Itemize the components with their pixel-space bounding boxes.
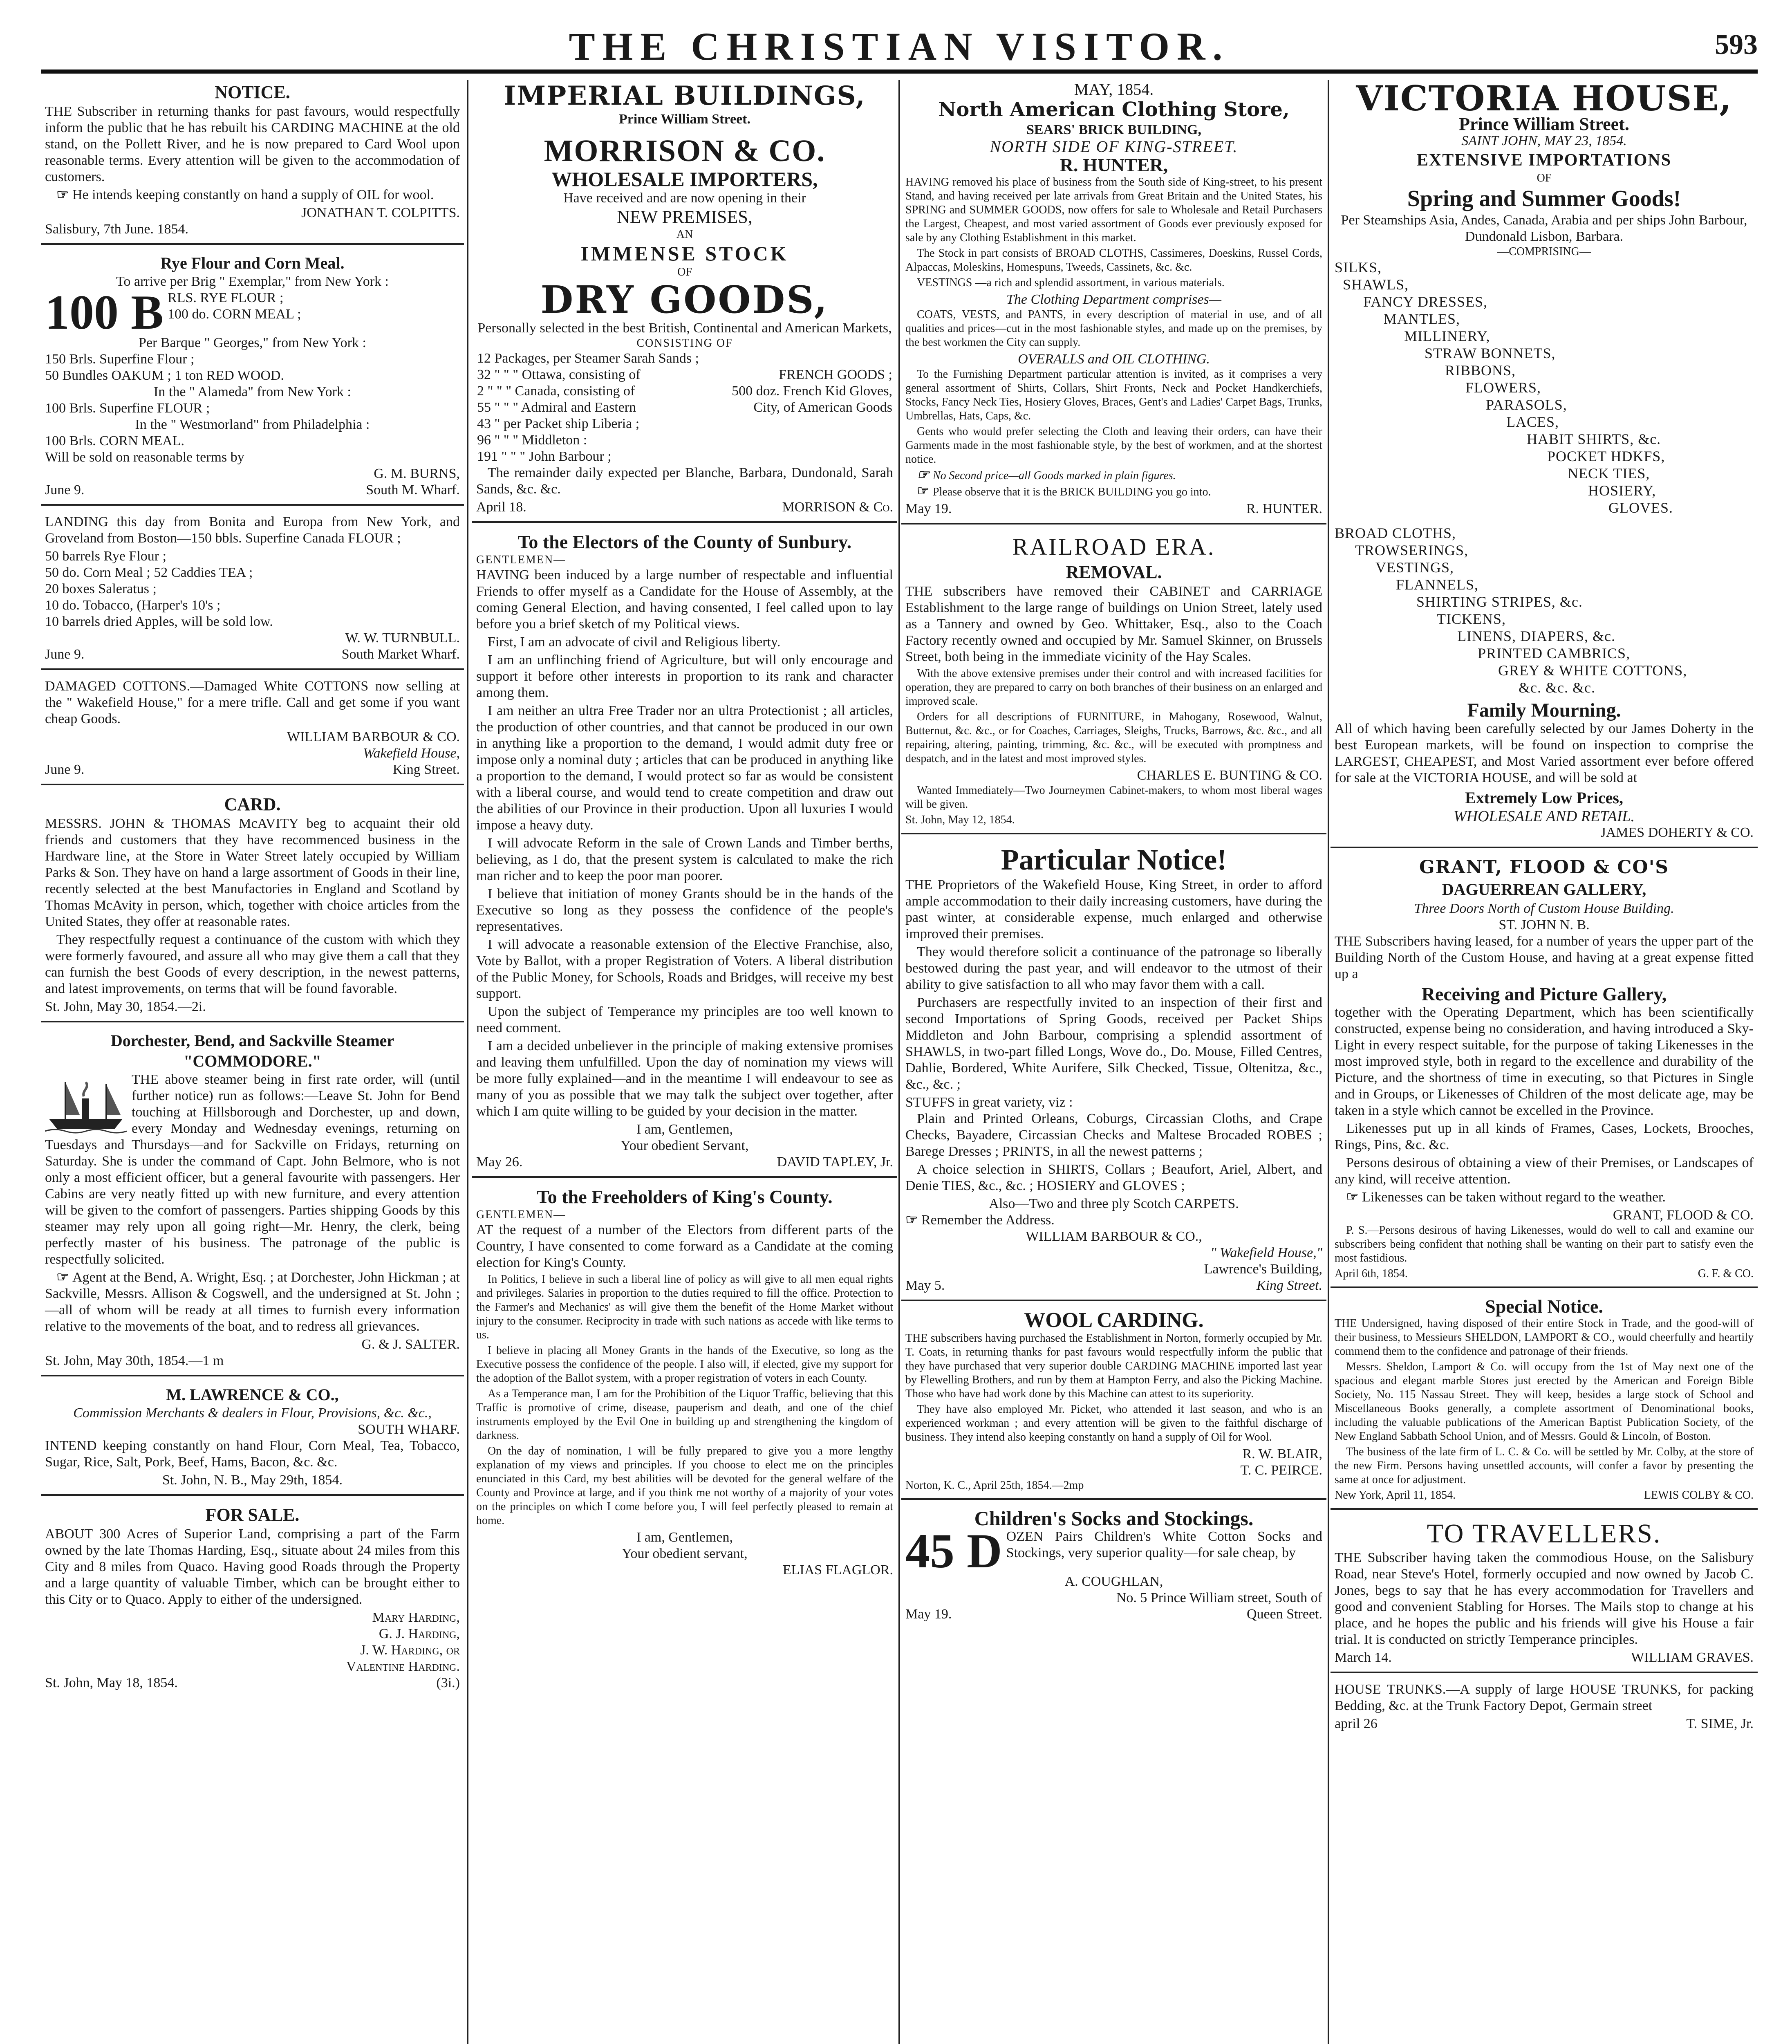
ad-closing: I am, Gentlemen,	[636, 1530, 733, 1545]
ad-body: THE Proprietors of the Wakefield House, King Street, in order to afford ample accommodation to their daily increasing customers, have during the past winter, at considerable expense, much enlarged and otherwise improved their premises.	[905, 877, 1322, 941]
ad-body: I am an unflinching friend of Agriculture, but will only encourage and support it before other interests in proportion to its rank and character among them.	[476, 652, 893, 700]
ad-body: THE subscribers having purchased the Establishment in Norton, formerly occupied by Mr. T. Coats, in returning thanks for past favours would respectfully inform the public that they have purchased that very superior double CARDING MACHINE imported last year by Flewelling Brothers, and run by them at Hampton Ferry, and also the Picking Machine. Those who have had work done by this Machine can attest to its superiority.	[905, 1332, 1322, 1400]
ad-signature: T. C. PEIRCE.	[1240, 1463, 1322, 1478]
ad-line: 10 do. Tobacco, (Harper's 10's ;	[45, 598, 221, 613]
ad-heading: To the Electors of the County of Sunbury.	[517, 531, 852, 552]
list-item: SHIRTING STRIPES, &c.	[1416, 594, 1583, 610]
ad-date: St. John, May 12, 1854.	[905, 814, 1015, 826]
ad-body: I will advocate Reform in the sale of Crown Lands and Timber berths, believing, as I do, that the present system is calculated to make the rich man richer and to keep the poor man poorer.	[476, 836, 893, 883]
table-row: 96 " " " Middleton :	[477, 433, 587, 448]
ad-body: Gents who would prefer selecting the Cloth and leaving their orders, can have their Garments made in the most fashionable style, by the best of workmen, and at the shortest notice.	[905, 425, 1322, 466]
ad-heading: North American Clothing Store,	[938, 98, 1290, 121]
ad-footer	[45, 646, 460, 663]
ad-line: Per Barque " Georges," from New York :	[139, 335, 366, 350]
ad-body: LANDING this day from Bonita and Europa from New York, and Groveland from Boston—150 bbls. Superfine Canada FLOUR ;	[45, 514, 460, 546]
ad-line: 50 Bundles OAKUM ; 1 ton RED WOOD.	[45, 368, 284, 383]
ad-lawrence	[45, 1385, 460, 1496]
table-row: 43 " per Packet ship Liberia ;	[477, 416, 640, 431]
ad-date: St. John, May 18, 1854.	[45, 1675, 178, 1690]
list-item: &c. &c. &c.	[1519, 679, 1595, 696]
ad-body: HAVING removed his place of business from the South side of King-street, to his present Stand, and having received per late arrivals from Great Britain and the United States, his SPRING and SUMMER GOODS, now offers for sale to Wholesale and Retail Purchasers the Largest, Cheapest, and most varied assortment of Goods ever previously exposed for sale by any Clothing Establishment in this market.	[905, 176, 1322, 244]
ad-date: St. John, May 30th, 1854.—1 m	[45, 1353, 224, 1368]
ad-footer	[1335, 1650, 1754, 1666]
table-row: 191 " " " John Barbour ;	[477, 449, 612, 464]
ad-body: I will advocate a reasonable extension of the Elective Franchise, also, Vote by Ballot, with a proper Registration of Voters. A liberal distribution of the Public Money, for Schools, Roads and Bridges, will receive my best support.	[476, 937, 893, 1001]
ad-signature: JAMES DOHERTY & CO.	[1600, 825, 1754, 840]
ad-line: 100 Brls. CORN MEAL.	[45, 433, 184, 448]
ad-signature: J. W. Harding, or	[360, 1643, 460, 1658]
ad-body: MESSRS. JOHN & THOMAS McAVITY beg to acquaint their old friends and customers that they have recommenced business in the Hardware line, at the Store in Water Street lately occupied by William Parks & Son. They have on hand a large assortment of Goods in their line, recently selected at the best Manufactories in England and Scotland by Thomas McAvity in person, which, together with choice articles from the United States, they offer at reasonable rates.	[45, 816, 460, 929]
ad-body: THE Subscribers having leased, for a number of years the upper part of the Building North of the Custom House, and having at a great expense fitted up a	[1335, 934, 1754, 982]
list-item: TICKENS,	[1437, 611, 1506, 627]
ad-date: Salisbury, 7th June. 1854.	[45, 222, 189, 237]
ad-house: Wakefield House,	[363, 746, 460, 761]
column-rule	[898, 80, 900, 2044]
list-item: LINENS, DIAPERS, &c.	[1457, 628, 1615, 644]
ad-footer	[1335, 1488, 1754, 1502]
ad-place: Queen Street.	[1246, 1607, 1322, 1622]
column-rule	[1328, 80, 1329, 2044]
column-2	[472, 80, 897, 2044]
ad-body: The remainder daily expected per Blanche, Barbara, Dundonald, Sarah Sands, &c. &c.	[476, 465, 893, 497]
ad-signature: Mary Harding,	[372, 1610, 460, 1625]
ad-body: In Politics, I believe in such a liberal line of policy as will give to all men equal rights and privileges. Salaries in proportion to the duties required to fill the office. Protection to the Farmer's and Mechanics' as will give them the benefit of the Home Market without injury to the consumer. Reciprocity in trade with such nations as accede with like terms to us.	[476, 1273, 893, 1341]
ad-closing: I am, Gentlemen,	[636, 1122, 733, 1137]
ad-body: First, I am an advocate of civil and Religious liberty.	[488, 634, 781, 650]
ad-subheading: NORTH SIDE OF KING-STREET.	[990, 137, 1238, 156]
ad-sunbury-electors	[476, 531, 893, 1178]
ad-place: King Street.	[392, 762, 460, 777]
ad-body: They have also employed Mr. Picket, who attended it last season, and who is an experienced workman ; and every attention will be given to the faithful discharge of business. They intend also keeping constantly on hand a supply of Oil for Wool.	[905, 1403, 1322, 1443]
ad-date: March 14.	[1335, 1650, 1392, 1665]
ad-note: ☞ No Second price—all Goods marked in plain figures.	[917, 467, 1176, 482]
ad-heading: Rye Flour and Corn Meal.	[160, 254, 345, 272]
ad-body: THE Undersigned, having disposed of their entire Stock in Trade, and the good-will of their business, to Messieurs SHELDON, LAMPORT & CO., would cheerfully and heartily commend them to the confidence and patronage of their friends.	[1335, 1317, 1754, 1358]
ad-body: To the Furnishing Department particular attention is invited, as it comprises a very general assortment of Shirts, Collars, Shirt Fronts, Neck and Pocket Handkerchiefs, Stocks, Fancy Neck Ties, Hosiery Gloves, Braces, Gent's and Ladies' Carpet Bags, Trunks, Umbrellas, Hats, Caps, &c.	[905, 368, 1322, 422]
ad-subheading: Prince William Street.	[619, 112, 750, 127]
ad-heading: To the Freeholders of King's County.	[537, 1186, 833, 1207]
ad-body: together with the Operating Department, which has been scientifically constructed, expense being no consideration, and having introduced a Sky-Light in every respect suitable, for the purpose of taking Likenesses in the most improved style, both in regard to the excellence and durability of the Picture, and the shortness of time in executing, so that Pictures in Single and in Groups, or Likenesses of Children of the most delicate age, may be taken in a style which cannot be excelled in the Province.	[1335, 1005, 1754, 1118]
ad-footer	[45, 482, 460, 498]
ad-date: June 9.	[45, 482, 85, 498]
ad-closing: Your obedient Servant,	[620, 1138, 749, 1153]
ad-line: STUFFS in great variety, viz :	[905, 1095, 1073, 1110]
ad-signature: G. J. Harding,	[379, 1626, 460, 1641]
ad-date: St. John, May 30, 1854.—2i.	[45, 999, 206, 1014]
ad-daguerrean-gallery	[1335, 856, 1754, 1288]
shipments-table	[476, 350, 893, 465]
ad-heading: RAILROAD ERA.	[1012, 533, 1216, 560]
ad-body: They respectfully request a continuance of the custom with which they were formerly favoured, and assure all who may give them a call that they can furnish the best Goods of every description, in the newest patterns, and latest improvements, on terms that will be found favorable.	[45, 932, 460, 996]
ad-particular-notice	[905, 843, 1322, 1301]
ad-subheading: REMOVAL.	[1066, 562, 1162, 582]
ad-heading: Family Mourning.	[1467, 699, 1621, 721]
ad-body: A choice selection in SHIRTS, Collars ; Beaufort, Ariel, Albert, and Denie TIES, &c., &c. ; HOSIERY and GLOVES ;	[905, 1162, 1322, 1193]
pointing-hand-icon: ☞	[917, 467, 933, 482]
ad-body: THE Subscriber having taken the commodious House, on the Salisbury Road, near Steve's Hotel, formerly occupied and now owned by Jacob C. Jones, begs to say that he has every accommodation for Travellers and good and convenient Stabling for Horses. The Mails stop to change at his place, and he hopes the public and his friends will give his House a fair trial. It is conducted on strictly Temperance principles.	[1335, 1550, 1754, 1647]
ad-heading: Spring and Summer Goods!	[1407, 186, 1681, 211]
pointing-hand-icon: ☞	[56, 187, 72, 202]
list-item: NECK TIES,	[1568, 465, 1650, 482]
table-row: 2 " " " Canada, consisting of 500 doz. French Kid Gloves,	[477, 383, 892, 399]
ad-line: In the " Westmorland" from Philadelphia :	[135, 417, 370, 432]
ad-heading: DRY GOODS,	[540, 278, 829, 322]
table-row: 55 " " " Admiral and Eastern City, of American Goods	[477, 400, 892, 415]
pointing-hand-icon: ☞	[917, 484, 933, 499]
ad-body: AT the request of a number of the Electors from different parts of the Country, I have consented to come forward as a Candidate at the coming election for King's County.	[476, 1222, 893, 1270]
list-item: PRINTED CAMBRICS,	[1478, 645, 1631, 661]
ad-footer	[1335, 1716, 1754, 1732]
ad-signature: WILLIAM BARBOUR & CO.,	[1026, 1229, 1202, 1244]
ad-line: In the " Alameda" from New York :	[154, 384, 351, 399]
ad-footer	[45, 762, 460, 778]
ad-body: As a Temperance man, I am for the Prohibition of the Liquor Traffic, believing that this Traffic is promotive of crime, disease, pauperism and death, and one of the chief instruments employed by the Evil One in building up and strengthening the kingdom of darkness.	[476, 1387, 893, 1442]
list-item: RIBBONS,	[1445, 362, 1516, 379]
ad-signature: R. W. BLAIR,	[1242, 1446, 1322, 1461]
table-row: 12 Packages, per Steamer Sarah Sands ;	[477, 351, 699, 366]
ad-line: AN	[676, 228, 693, 241]
ad-heading: Dorchester, Bend, and Sackville Steamer "COMMODORE."	[110, 1031, 394, 1070]
list-item: STRAW BONNETS,	[1425, 345, 1556, 361]
ad-signature: R. HUNTER.	[1246, 501, 1322, 516]
ad-body: The business of the late firm of L. C. & Co. will be settled by Mr. Colby, at the store of the new Firm. Persons having unsettled accounts, will confer a favor by presenting the same at once for adjustment.	[1335, 1446, 1754, 1486]
ad-closing: Your obedient servant,	[622, 1546, 748, 1561]
ad-body: OZEN Pairs Children's White Cotton Socks and Stockings, very superior quality—for sale cheap, by	[1006, 1529, 1322, 1560]
masthead	[41, 16, 1758, 74]
ad-line: CONSISTING OF	[636, 337, 733, 350]
ad-for-sale	[45, 1504, 460, 1691]
ad-footer	[45, 1675, 460, 1691]
ad-place: South M. Wharf.	[366, 482, 460, 498]
ad-heading: Children's Socks and Stockings.	[974, 1507, 1254, 1530]
ad-signature: T. SIME, Jr.	[1686, 1716, 1754, 1731]
ad-line: Three Doors North of Custom House Building.	[1414, 901, 1674, 916]
ad-line: To arrive per Brig " Exemplar," from New York :	[116, 274, 389, 289]
list-item: FANCY DRESSES,	[1363, 294, 1488, 310]
ad-heading: TO TRAVELLERS.	[1427, 1519, 1662, 1549]
steamship-icon	[45, 1074, 127, 1135]
ad-heading: WOOL CARDING.	[1024, 1309, 1204, 1332]
ad-signature: CHARLES E. BUNTING & CO.	[1137, 768, 1322, 783]
ad-body: With the above extensive premises under their control and with increased facilities for operation, they are prepared to carry on both branches of their business on an enlarged and improved scale.	[905, 667, 1322, 708]
ad-signature: Valentine Harding.	[346, 1659, 460, 1674]
ad-heading: Receiving and Picture Gallery,	[1421, 984, 1667, 1004]
ad-signature: GRANT, FLOOD & CO.	[1613, 1208, 1754, 1223]
ad-list	[45, 290, 460, 335]
ad-body: Purchasers are respectfully invited to an inspection of their first and second Importations of Spring Goods, received per Packet Ships Middleton and John Barbour, comprising a splendid assortment of SHAWLS, in two-part filled Longs, Wove do., Do. Mouse, Filled Centres, Dahlie, Bordered, White Aurifere, Silk Checked, Tissue, Oltenitza, &c., &c., &c. ;	[905, 995, 1322, 1092]
ad-footer	[905, 501, 1322, 517]
ad-date: New York, April 11, 1854.	[1335, 1489, 1456, 1502]
ad-kings-freeholders	[476, 1186, 893, 1578]
table-row: 32 " " " Ottawa, consisting of FRENCH GOODS ;	[477, 367, 892, 382]
ad-line: Extremely Low Prices,	[1465, 789, 1623, 807]
ad-subheading: Prince William Street.	[1459, 114, 1629, 134]
ad-note: ☞ He intends keeping constantly on hand a supply of OIL for wool.	[56, 187, 434, 202]
ad-body: Wanted Immediately—Two Journeymen Cabinet-makers, to whom most liberal wages will be given.	[905, 784, 1322, 811]
ad-heading: CARD.	[224, 794, 281, 814]
ad-body: P. S.—Persons desirous of having Likenesses, would do well to call and examine our subscribers being confident that nothing shall be wanting on their part to satisfy even the most fastidious.	[1335, 1224, 1754, 1264]
ad-footer	[905, 1606, 1322, 1623]
ad-line: OF	[677, 266, 692, 278]
ad-signature: A. COUGHLAN,	[1064, 1574, 1163, 1589]
ad-subheading: Commission Merchants & dealers in Flour, Provisions, &c. &c.,	[73, 1405, 432, 1421]
ad-initials: G. F. & CO.	[1698, 1267, 1754, 1280]
ad-signature: MORRISON & Co.	[782, 500, 893, 515]
ad-body: Orders for all descriptions of FURNITURE, in Mahogany, Rosewood, Walnut, Butternut, &c. &c., or for Coaches, Carriages, Sleighs, Trucks, Barrows, &c. &c., and all repairing, altering, painting, trimming, &c. &c., will be executed with promptness and despatch, and in the latest and most improved styles.	[905, 710, 1322, 765]
column-1	[41, 80, 464, 2044]
ad-body: HAVING been induced by a large number of respectable and influential Friends to offer myself as a Candidate for the House of Assembly, at the coming General Election, and having consented, I feel called upon to lay before you a brief sketch of my Political views.	[476, 567, 893, 632]
ad-body: On the day of nomination, I will be fully prepared to give you a more lengthy explanation of my views and principles. If you choose to elect me on the principles enunciated in this Card, my best abilities will be devoted for the general welfare of the County and Province at large, and if you think me not worthy of a majority of your votes on the principles on which I come before you, I will feel perfectly pleased to remain at home.	[476, 1445, 893, 1527]
ad-code: (3i.)	[436, 1675, 460, 1690]
ad-imperial-buildings	[476, 81, 893, 523]
list-item: TROWSERINGS,	[1355, 542, 1469, 558]
ad-heading: Particular Notice!	[1001, 843, 1227, 876]
ad-agent: ☞ Agent at the Bend, A. Wright, Esq. ; at Dorchester, John Hickman ; at Sackville, Messrs. Allison & Cogswell, and the undersigned at St. John ;—all of whom will be ready at all times to furnish every information relative to the movements of the boat, and to redress all grievances.	[45, 1270, 460, 1334]
ad-signature: WILLIAM GRAVES.	[1631, 1650, 1754, 1665]
ad-line: Also—Two and three ply Scotch CARPETS.	[989, 1196, 1239, 1211]
ad-carding-notice	[45, 81, 460, 245]
ad-house-trunks	[1335, 1681, 1754, 1732]
ad-wool-carding	[905, 1309, 1322, 1500]
ad-house: " Wakefield House,"	[1210, 1245, 1322, 1260]
ad-line: 100 Brls. Superfine FLOUR ;	[45, 401, 210, 416]
ad-body: ABOUT 300 Acres of Superior Land, comprising a part of the Farm owned by the late Thomas Harding, Esq., situate about 24 miles from this City and 8 miles from Quaco. Having good Roads through the Property and a large quantity of valuable Timber, which can be brought either to this City or to Quaco. Apply to either of the undersigned.	[45, 1526, 460, 1607]
ad-subheading: DAGUERREAN GALLERY,	[1442, 880, 1646, 899]
ad-body: HOUSE TRUNKS.—A supply of large HOUSE TRUNKS, for packing Bedding, &c. at the Trunk Factory Depot, Germain street	[1335, 1682, 1754, 1713]
ad-date: May 5.	[905, 1278, 945, 1293]
ad-salute: GENTLEMEN—	[476, 554, 566, 566]
ad-salute: GENTLEMEN—	[476, 1208, 566, 1221]
ad-body: COATS, VESTS, and PANTS, in every description of material in use, and of all qualities and prices—cut in the most fashionable styles, and made up on the premises, by the best workmen the City can supply.	[905, 308, 1322, 349]
big-number: 100 B	[45, 290, 164, 335]
ad-body: Likenesses put up in all kinds of Frames, Cases, Lockets, Brooches, Rings, Pins, &c. &c.	[1335, 1121, 1754, 1152]
ad-heading: M. LAWRENCE & CO.,	[166, 1385, 339, 1404]
ad-heading: Special Notice.	[1485, 1296, 1603, 1317]
ad-line: The Clothing Department comprises—	[1006, 292, 1222, 307]
ad-heading: EXTENSIVE IMPORTATIONS	[1416, 151, 1672, 170]
ad-date: May 26.	[476, 1154, 523, 1170]
ad-line: SAINT JOHN, MAY 23, 1854.	[1461, 133, 1627, 148]
pointing-hand-icon: ☞	[1346, 1190, 1362, 1205]
ad-footer	[476, 1154, 893, 1170]
ad-body: All of which having been carefully selected by our James Doherty in the best European markets, will be found on inspection to comprise the LARGEST, CHEAPEST, and Most Varied assortment ever before offered for sale at the VICTORIA HOUSE, and will be sold at	[1335, 721, 1754, 785]
ad-building: Lawrence's Building,	[1204, 1262, 1322, 1277]
ad-steamer-commodore	[45, 1031, 460, 1376]
ad-date: April 18.	[476, 500, 526, 515]
ad-hunter-clothing	[905, 81, 1322, 524]
ad-body: DAMAGED COTTONS.—Damaged White COTTONS now selling at the " Wakefield House," for a mere trifle. Call and get some if you want cheap Goods.	[45, 679, 460, 726]
ad-date: St. John, N. B., May 29th, 1854.	[162, 1472, 343, 1488]
ad-line: 100 do. CORN MEAL ;	[168, 307, 301, 322]
ad-to-travellers	[1335, 1518, 1754, 1673]
ad-landing	[45, 514, 460, 670]
ad-body: I believe that initiation of money Grants should be in the hands of the Executive so long as they possess the confidence of the people's representatives.	[476, 886, 893, 934]
ad-heading: MORRISON & CO.	[544, 134, 826, 168]
list-item: LACES,	[1506, 414, 1559, 430]
ad-line: Will be sold on reasonable terms by	[45, 450, 244, 465]
ad-place: SOUTH WHARF.	[358, 1422, 460, 1437]
ad-line: IMMENSE STOCK	[580, 242, 789, 265]
ad-footer	[905, 1278, 1322, 1294]
ad-note: ☞ Please observe that it is the BRICK BUILDING you go into.	[917, 484, 1211, 499]
ad-line: OVERALLS and OIL CLOTHING.	[1018, 352, 1210, 367]
ad-line: Per Steamships Asia, Andes, Canada, Arabia and per ships John Barbour, Dundonald Lisbon, Barbara.	[1341, 213, 1747, 244]
list-item: HOSIERY,	[1588, 482, 1656, 499]
ad-line: 10 barrels dried Apples, will be sold low.	[45, 614, 273, 629]
ad-signature: LEWIS COLBY & CO.	[1644, 1489, 1754, 1502]
list-item: FLOWERS,	[1465, 379, 1541, 396]
ad-card-mcavity	[45, 793, 460, 1022]
ad-line: Have received and are now opening in their	[563, 191, 806, 206]
ad-body: THE above steamer being in first rate order, will (until further notice) run as follows:—Leave St. John for Bend touching at Hillsborough and Dorchester, up and down, every Monday and Wednesday evenings, returning on Tuesdays and Thursdays—and for Sackville on Fridays, returning on Saturday. She is under the command of Capt. John Belmore, who is not only a most efficient officer, but a general favourite with passengers. Her Cabins are very neatly fitted up with new furniture, and every attention will be given to the comfort of passengers. Parties shipping Goods by this steamer may rely upon all going right—Mr. Henry, the clerk, being perfectly master of his business. The patronage of the public is respectfully solicited.	[45, 1072, 460, 1267]
ad-line: Personally selected in the best British, Continental and American Markets,	[477, 320, 892, 336]
ad-date: May 19.	[905, 501, 952, 516]
newspaper-title: THE CHRISTIAN VISITOR.	[569, 25, 1230, 68]
ad-address: No. 5 Prince William street, South of	[1116, 1590, 1322, 1605]
ad-body: THE subscribers have removed their CABINET and CARRIAGE Establishment to the large range of buildings on Union Street, lately used as a Tannery and owned by Geo. Whittaker, Esq., also to the Coach Factory recently owned and occupied by Mr. Samuel Skinner, on Brussels Street, both being in the immediate vicinity of the Hay Scales.	[905, 584, 1322, 664]
ad-signature: W. W. TURNBULL.	[345, 630, 460, 645]
list-item: FLANNELS,	[1396, 576, 1479, 593]
ad-date: June 9.	[45, 647, 85, 662]
ad-special-notice	[1335, 1296, 1754, 1510]
ad-railroad-era	[905, 533, 1322, 834]
list-item: VESTINGS,	[1375, 559, 1454, 576]
list-item: POCKET HDKFS,	[1547, 448, 1665, 464]
list-item: GLOVES.	[1608, 500, 1673, 516]
ad-date: May 19.	[905, 1607, 952, 1622]
ad-heading: IMPERIAL BUILDINGS,	[504, 81, 866, 111]
list-item: SILKS,	[1335, 259, 1382, 276]
ad-line: —COMPRISING—	[1497, 245, 1591, 258]
goods-list	[1335, 524, 1754, 696]
ad-line: RLS. RYE FLOUR ;	[168, 290, 284, 305]
ad-line: OF	[1537, 172, 1552, 184]
ad-footer	[1335, 1267, 1754, 1281]
list-item: HABIT SHIRTS, &c.	[1527, 431, 1661, 447]
ad-line: WHOLESALE AND RETAIL.	[1454, 808, 1635, 825]
ad-body: I am neither an ultra Free Trader nor an ultra Protectionist ; all articles, the production of other countries, and that cannot be produced in our own in anything like a proportion to the demand, I would admit duty free or impose only a nominal duty ; articles that can be produced in anything like a proportion to the demand, I would protect so far as would be consistent with a liberal course, and would tend to create competition and draw out the abilities of our Province in their production. Upon all luxuries I would impose a heavy duty.	[476, 703, 893, 833]
ad-heading: VICTORIA HOUSE,	[1356, 80, 1732, 119]
ad-signature: G. & J. SALTER.	[361, 1337, 460, 1352]
ad-body: VESTINGS —a rich and splendid assortment, in various materials.	[917, 276, 1225, 289]
ad-signature: JONATHAN T. COLPITTS.	[301, 205, 460, 220]
ad-damaged-cottons	[45, 678, 460, 785]
ad-body: I believe in placing all Money Grants in the hands of the Executive, so long as the Executive possess the confidence of the people. I also will, if elected, give my support for the adoption of the Ballot system, with a proper registration of voters in each County.	[476, 1344, 893, 1385]
ad-heading: R. HUNTER,	[1060, 155, 1168, 175]
list-item: GREY & WHITE COTTONS,	[1498, 662, 1687, 679]
ad-body-wrap	[905, 1529, 1322, 1573]
ad-body: The Stock in part consists of BROAD CLOTHS, Cassimeres, Doeskins, Russel Cords, Alpaccas, Moleskins, Homespuns, Tweeds, Cassinets, &c. &c.	[905, 247, 1322, 273]
ad-date: June 9.	[45, 762, 85, 777]
ad-note: ☞ Remember the Address.	[905, 1213, 1055, 1228]
ad-body: Persons desirous of obtaining a view of their Premises, or Landscapes of any kind, will receive attention.	[1335, 1155, 1754, 1187]
ad-line: 150 Brls. Superfine Flour ;	[45, 352, 195, 367]
ad-date: april 26	[1335, 1716, 1378, 1731]
pointing-hand-icon: ☞	[905, 1213, 921, 1228]
ad-line: 50 barrels Rye Flour ;	[45, 549, 167, 564]
ad-subheading: SEARS' BRICK BUILDING,	[1026, 122, 1201, 137]
column-4	[1331, 80, 1758, 2044]
ad-heading: FOR SALE.	[205, 1505, 300, 1525]
ad-body: Plain and Printed Orleans, Coburgs, Circassian Cloths, and Crape Checks, Bayadere, Circassian Checks and Maltese Brocaded ROBES ; Barege Dresses ; PRINTS, in all the newest patterns ;	[905, 1111, 1322, 1159]
ad-signature: DAVID TAPLEY, Jr.	[777, 1154, 893, 1170]
ad-note: ☞ Likenesses can be taken without regard to the weather.	[1346, 1190, 1666, 1205]
ad-line: ST. JOHN N. B.	[1499, 917, 1590, 932]
ad-rye-flour	[45, 253, 460, 506]
ad-signature: WILLIAM BARBOUR & CO.	[287, 729, 460, 744]
ad-heading: WHOLESALE IMPORTERS,	[551, 168, 818, 191]
ad-body: I am a decided unbeliever in the principle of making extensive promises and leaving them unfulfilled. Upon the day of nomination my views will be more fully explained—and in the meantime I will endeavour to see as many of you as possible that we may talk the subject over together, after which I am quite willing to be guided by your decision in the matter.	[476, 1038, 893, 1119]
ad-footer	[476, 499, 893, 515]
ad-line: NEW PREMISES,	[617, 207, 753, 227]
ad-signature: G. M. BURNS,	[374, 466, 460, 481]
ad-childrens-socks	[905, 1508, 1322, 1623]
ad-date: Norton, K. C., April 25th, 1854.—2mp	[905, 1479, 1084, 1492]
pointing-hand-icon: ☞	[56, 1270, 73, 1285]
ad-body: THE Subscriber in returning thanks for past favours, would respectfully inform the public that he has rebuilt his CARDING MACHINE at the old stand, on the Pollett River, and he is now prepared to Card Wool upon reasonable terms. Every attention will be given to the accommodation of customers.	[45, 104, 460, 184]
ad-heading: GRANT, FLOOD & CO'S	[1419, 857, 1669, 878]
goods-list	[1335, 259, 1754, 516]
ad-date: April 6th, 1854.	[1335, 1267, 1408, 1280]
ad-line: 50 do. Corn Meal ; 52 Caddies TEA ;	[45, 565, 253, 580]
ad-place: King Street.	[1256, 1278, 1322, 1293]
list-item: PARASOLS,	[1486, 397, 1567, 413]
column-3	[901, 80, 1326, 2044]
big-number: 45 D	[905, 1529, 1002, 1573]
ad-heading: NOTICE.	[215, 82, 290, 102]
list-item: MANTLES,	[1384, 311, 1460, 327]
list-item: MILLINERY,	[1404, 328, 1490, 344]
section-date: MAY, 1854.	[1074, 80, 1154, 99]
ad-body: Messrs. Sheldon, Lamport & Co. will occupy from the 1st of May next one of the spacious and elegant marble Stores just erected by the American and Foreign Bible Society, No. 115 Nassau Street. They will keep, besides a large stock of School and Miscellaneous Books generally, a complete assortment of Denominational books, including the valuable publications of the American Baptist Publication Society, of the New England Sabbath School Union, and of Messrs. Gould & Lincoln, of Boston.	[1335, 1360, 1754, 1443]
list-item: BROAD CLOTHS,	[1335, 525, 1456, 541]
list-item: SHAWLS,	[1343, 276, 1409, 293]
ad-signature: ELIAS FLAGLOR.	[782, 1562, 893, 1578]
ad-body: Upon the subject of Temperance my principles are too well known to need comment.	[476, 1004, 893, 1035]
page-number: 593	[1715, 29, 1758, 61]
ad-line: 20 boxes Saleratus ;	[45, 581, 157, 596]
ad-body: INTEND keeping constantly on hand Flour, Corn Meal, Tea, Tobacco, Sugar, Rice, Salt, Pork, Beef, Hams, Bacon, &c. &c.	[45, 1438, 460, 1470]
ad-place: South Market Wharf.	[341, 647, 460, 662]
column-rule	[467, 80, 468, 2044]
ad-body: They would therefore solicit a continuance of the patronage so liberally bestowed during the past year, and will endeavor to the utmost of their ability to give satisfaction to all who may favor them with a call.	[905, 944, 1322, 992]
ad-victoria-house	[1335, 81, 1754, 848]
